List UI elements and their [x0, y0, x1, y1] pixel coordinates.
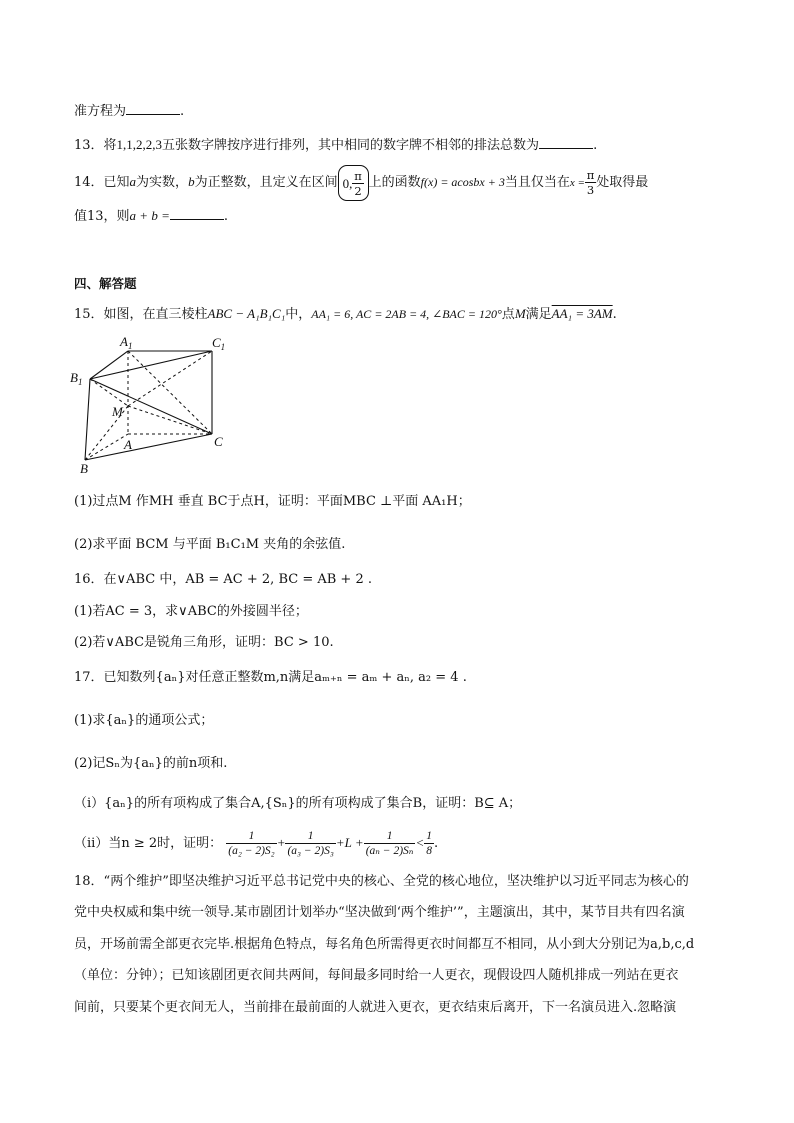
q14-text: 上的函数	[368, 175, 421, 190]
fraction-denominator: (aₙ − 2)Sₙ	[365, 845, 414, 857]
q17-part-ii	[74, 826, 438, 861]
point-m: M	[514, 306, 526, 321]
sum-expression: a + b =	[129, 208, 170, 223]
answer-blank	[539, 138, 593, 149]
answer-blank	[126, 104, 180, 115]
q18-line-5: 间前，只要某个更衣间无人，当前排在最前面的人就进入更衣，更衣结束后离开，下一名演员进入.忽略演	[74, 1000, 677, 1015]
q17-stem: 17．已知数列{aₙ}对任意正整数m,n满足aₘ₊ₙ = aₘ + aₙ, a₂ = 4 .	[74, 670, 467, 685]
q15-text: 满足	[525, 307, 552, 322]
q15-part-2: (2)求平面 BCM 与平面 B₁C₁M 夹角的余弦值.	[74, 537, 346, 552]
prism-name: ABC − A₁B₁C₁	[207, 306, 286, 321]
fraction-denominator: 2	[354, 184, 362, 198]
label-a: A	[124, 437, 132, 452]
q13-digits: 1,1,2,2,3	[116, 137, 163, 152]
interval-bracket	[338, 165, 369, 201]
section-heading: 四、解答题	[74, 276, 137, 291]
q13-body: 五张数字牌按序进行排列，其中相同的数字牌不相邻的排法总数为	[162, 138, 540, 153]
fraction-numerator: π	[354, 169, 362, 183]
fraction-denominator: 3	[586, 183, 595, 197]
q16-stem: 16．在∨ABC 中，AB = AC + 2, BC = AB + 2 .	[74, 572, 372, 587]
q14-text: 当且仅当在	[504, 175, 570, 190]
period: .	[433, 836, 439, 851]
q14-line-1	[74, 164, 648, 201]
fraction-term-2	[285, 829, 335, 858]
q14-line-2	[74, 208, 228, 225]
var-b: b	[188, 174, 195, 189]
plus-sign: +	[276, 835, 286, 850]
q14-text: 为正整数，且定义在区间	[194, 175, 338, 190]
fraction-rhs	[424, 829, 434, 858]
fraction-denominator: (a₃ − 2)S₃	[287, 845, 334, 857]
q17-part-2: (2)记Sₙ为{aₙ}的前n项和.	[74, 756, 228, 771]
q15-part-1: (1)过点M 作MH 垂直 BC于点H，证明：平面MBC ⊥平面 AA₁H；	[74, 494, 471, 509]
q18-line-1: 18．“两个维护”即坚决维护习近平总书记党中央的核心、全党的核心地位，坚决维护以习近平同志为核心的	[74, 874, 689, 889]
interval-left: 0,	[342, 175, 353, 191]
period: .	[223, 209, 228, 224]
fraction-numerator: π	[586, 168, 595, 182]
fraction-term-1	[226, 829, 276, 858]
fraction-numerator: 1	[386, 830, 393, 842]
period: .	[612, 307, 617, 322]
interval-fraction	[352, 169, 363, 198]
q15-stem	[74, 306, 617, 323]
q17-text: （ii）当n ≥ 2时，证明：	[74, 836, 223, 851]
ellipsis-sign: +L +	[335, 835, 364, 850]
x-fraction	[585, 168, 596, 197]
q13-line: 13．将1,1,2,2,3五张数字牌按序进行排列，其中相同的数字牌不相邻的排法总数为 .	[74, 137, 598, 153]
q12-tail-text: 准方程为	[74, 104, 127, 119]
fraction-numerator: 1	[248, 830, 255, 842]
fraction-numerator: 1	[307, 830, 314, 842]
q15-text: 15．如图，在直三棱柱	[74, 307, 208, 322]
label-b1: $B_1$	[70, 370, 83, 387]
answer-blank	[170, 209, 224, 220]
label-c: C	[214, 434, 223, 449]
q15-conditions: AA₁ = 6, AC = 2AB = 4, ∠BAC = 120°	[311, 307, 502, 321]
fraction-term-n	[364, 829, 416, 858]
var-a: a	[129, 174, 137, 189]
label-b: B	[80, 461, 88, 474]
q18-line-2: 党中央权威和集中统一领导.某市剧团计划举办“坚决做到‘两个维护’”，主题演出，其中，某节目共有四名演	[74, 905, 685, 920]
q15-text: 中，	[285, 307, 312, 322]
q18-line-3: 员，开场前需全部更衣完毕.根据角色特点，每名角色所需得更衣时间都互不相同，从小到大分别记为a,b,c,d	[74, 937, 695, 952]
q16-part-2: (2)若∨ABC是锐角三角形，证明：BC > 10.	[74, 635, 334, 650]
q17-part-1: (1)求{aₙ}的通项公式；	[74, 713, 214, 728]
prism-figure	[66, 334, 246, 474]
label-c1: $C_1$	[212, 335, 226, 352]
x-equals: x =	[569, 177, 585, 189]
fraction-numerator: 1	[426, 830, 432, 842]
q13-prefix: 13．将	[74, 138, 117, 153]
label-m: M	[112, 404, 123, 419]
less-than-sign: <	[415, 835, 425, 850]
q14-text: 为实数，	[136, 175, 189, 190]
q14-text: 处取得最	[596, 175, 649, 190]
fraction-denominator: 8	[426, 845, 432, 857]
q18-line-4: （单位：分钟）；已知该剧团更衣间共两间，每间最多同时给一人更衣，现假设四人随机排成一列站在更衣	[74, 968, 679, 983]
fraction-denominator: (a₂ − 2)S₂	[228, 845, 275, 857]
vector-equation: AA₁ = 3AM	[551, 306, 613, 321]
label-a1: $A_1$	[120, 334, 133, 351]
q17-part-i: （i）{aₙ}的所有项构成了集合A,{Sₙ}的所有项构成了集合B，证明：B⊆ A；	[74, 796, 522, 811]
q12-tail-line: 准方程为 .	[74, 104, 185, 119]
q16-part-1: (1)若AC = 3，求∨ABC的外接圆半径；	[74, 604, 308, 619]
q14-text: 值13，则	[74, 209, 130, 224]
q15-text: 点	[501, 307, 515, 322]
q14-text: 14．已知	[74, 175, 130, 190]
function-expression: f(x) = acosbx + 3	[420, 175, 505, 189]
